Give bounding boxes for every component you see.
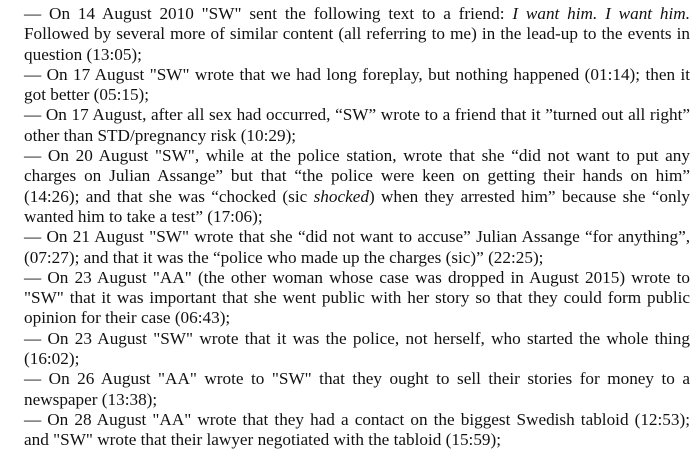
entry-aug14-text	[24, 4, 690, 65]
entry-text: — On 20 August "SW", while at the police station, wrote that she “did not want to put any charges on Julian Assange” but that “the police were keen on getting their hands on him” (14:26); and that she was “chocked (sic	[24, 146, 690, 206]
italic-word: shocked	[313, 186, 369, 206]
entry-text: — On 23 August "SW" wrote that it was the police, not herself, who started the whole thing (16:02);	[24, 328, 690, 369]
entry-text: — On 17 August, after all sex had occurred, “SW” wrote to a friend that it ”turned out all right” other than STD/pregnancy risk (10:29);	[24, 105, 690, 145]
entry-text: ) when they arrested him” because she “only wanted him to take a test” (17:06);	[24, 186, 690, 226]
entry-aug28-tabloid	[24, 410, 690, 451]
entry-aug23-aa-public	[24, 268, 690, 329]
entry-text: — On 28 August "AA" wrote that they had a contact on the biggest Swedish tabloid (12:53); and "SW" wrote that their lawyer negotiated with the tabloid (15:59);	[24, 409, 690, 450]
entry-text: — On 17 August "SW" wrote that we had long foreplay, but nothing happened (01:14); then it got better (05:15);	[24, 64, 690, 105]
entry-text: — On 23 August "AA" (the other woman whose case was dropped in August 2015) wrote to "SW" that it was important that she went public with her story so that they could form public opinion for their case (06:43);	[24, 267, 690, 328]
entry-aug20-police-station	[24, 146, 690, 227]
entry-text: — On 14 August 2010 "SW" sent the following text to a friend:	[24, 4, 513, 23]
entry-aug26-sell-stories	[24, 369, 690, 410]
entry-aug21-accuse	[24, 227, 690, 268]
entry-aug17-after	[24, 105, 690, 146]
quoted-text: I want him. I want him.	[512, 4, 690, 23]
entry-text: — On 21 August "SW" wrote that she “did not want to accuse” Julian Assange “for anything”, (07:27); and that it was the “police who made up the charges (sic)” (22:25);	[24, 227, 690, 267]
entry-text: Followed by several more of similar content (all referring to me) in the lead-up to the events in question (13:05);	[24, 24, 690, 64]
entry-text: — On 26 August "AA" wrote to "SW" that they ought to sell their stories for money to a newspaper (13:38);	[24, 369, 690, 409]
entry-aug17-foreplay	[24, 65, 690, 106]
entry-aug23-sw-police	[24, 329, 690, 370]
